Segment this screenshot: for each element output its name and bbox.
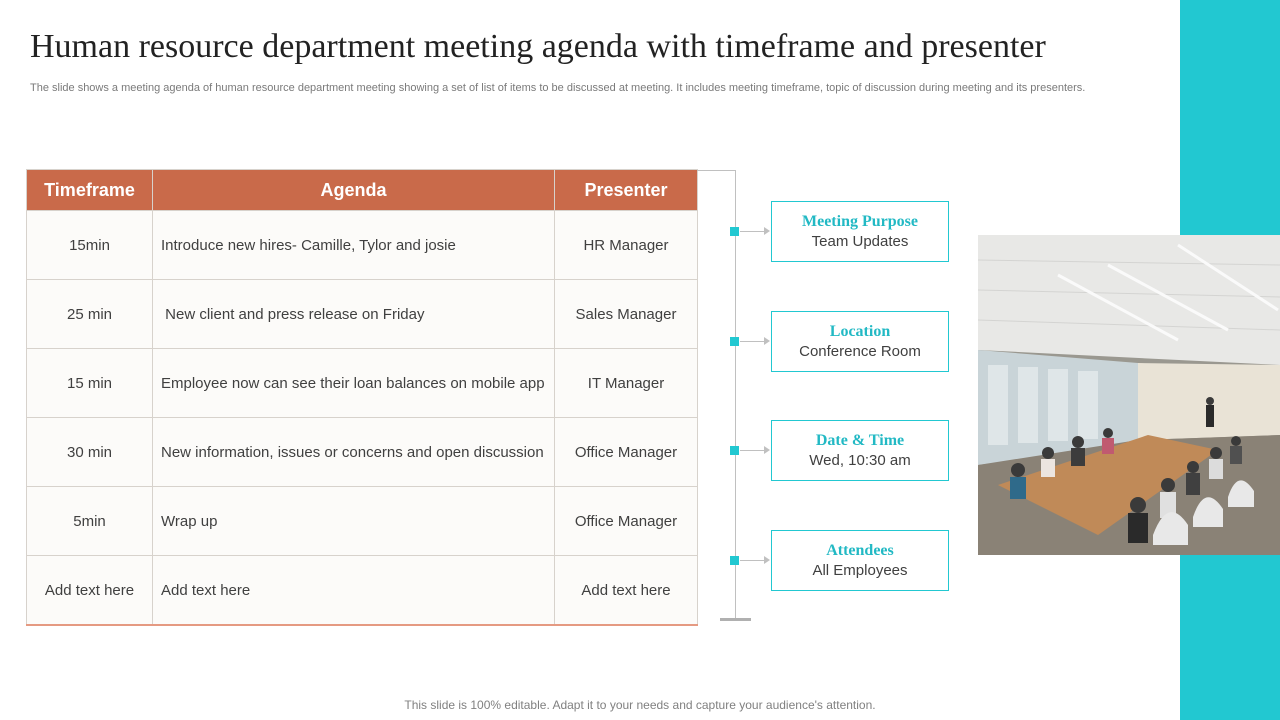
info-box-title: Location [829,323,891,340]
connector-arrow [740,450,768,451]
presenter-cell: Office Manager [555,418,698,487]
timeframe-cell: 5min [27,487,153,556]
agenda-cell: New client and press release on Friday [153,280,555,349]
table-row [27,556,698,626]
table-row [27,487,698,556]
header-agenda: Agenda [153,170,555,211]
timeframe-cell: 25 min [27,280,153,349]
conference-room-photo [978,235,1280,555]
connector-top-line [697,170,735,171]
info-box-value: Team Updates [811,233,909,250]
timeframe-cell: 15 min [27,349,153,418]
table-header-row [27,170,698,211]
footer-note: This slide is 100% editable. Adapt it to your needs and capture your audience's attention. [404,698,876,712]
attendees-box [771,530,949,591]
page-title: Human resource department meeting agenda with timeframe and presenter [30,28,1046,65]
table-row [27,211,698,280]
presenter-cell: IT Manager [555,349,698,418]
presenter-cell: Office Manager [555,487,698,556]
header-presenter: Presenter [555,170,698,211]
timeframe-cell: Add text here [27,556,153,626]
location-box [771,311,949,372]
connector-node [730,337,739,346]
connector-node [730,446,739,455]
connector-vertical-line [735,170,736,620]
info-box-value: Conference Room [799,343,921,360]
agenda-cell: New information, issues or concerns and open discussion [153,418,555,487]
presenter-cell: Add text here [555,556,698,626]
connector-node [730,556,739,565]
connector-arrow [740,231,768,232]
connector-arrow [740,560,768,561]
timeframe-cell: 30 min [27,418,153,487]
agenda-cell: Employee now can see their loan balances on mobile app [153,349,555,418]
connector-node [730,227,739,236]
info-box-value: All Employees [812,562,908,579]
presenter-cell: HR Manager [555,211,698,280]
connector-base [720,618,751,621]
connector-arrow [740,341,768,342]
table-row [27,280,698,349]
meeting-purpose-box [771,201,949,262]
info-box-title: Meeting Purpose [802,213,918,230]
agenda-cell: Introduce new hires- Camille, Tylor and josie [153,211,555,280]
info-box-value: Wed, 10:30 am [809,452,911,469]
table-row [27,349,698,418]
agenda-cell: Add text here [153,556,555,626]
timeframe-cell: 15min [27,211,153,280]
page-subtitle: The slide shows a meeting agenda of human resource department meeting showing a set of list of items to be discussed at meeting. It includes meeting timeframe, topic of discussion during meeting and its presenters. [30,82,1086,94]
agenda-cell: Wrap up [153,487,555,556]
header-timeframe: Timeframe [27,170,153,211]
date-time-box [771,420,949,481]
presenter-cell: Sales Manager [555,280,698,349]
info-box-title: Attendees [826,542,894,559]
agenda-table [26,169,698,626]
table-row [27,418,698,487]
info-box-title: Date & Time [815,432,905,449]
